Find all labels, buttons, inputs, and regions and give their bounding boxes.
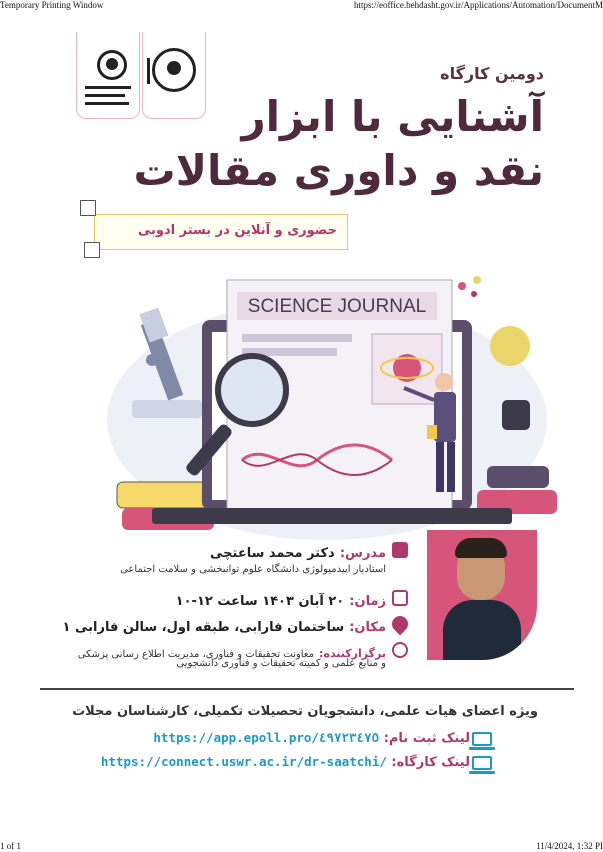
instructor-label: مدرس: bbox=[339, 546, 386, 561]
instructor-name: دکتر محمد ساعتچی bbox=[210, 546, 335, 561]
place-value: ساختمان فارابی، طبقه اول، سالن فارابی ۱ bbox=[62, 620, 345, 635]
instructor-photo bbox=[427, 530, 537, 660]
journal-banner: SCIENCE JOURNAL bbox=[247, 296, 427, 317]
workshop-label: لینک کارگاه: bbox=[391, 755, 470, 770]
poster bbox=[22, 14, 588, 840]
register-label: لینک ثبت نام: bbox=[383, 731, 470, 746]
audience-line: ویژه اعضای هیات علمی، دانشجویان تحصیلات تکمیلی، کارشناسان مجلات bbox=[72, 704, 538, 719]
laptop-icon bbox=[472, 756, 492, 770]
organizer-line2: و منابع علمی و کمیته تحقیقات و فناوری دانشجویی bbox=[176, 658, 386, 669]
workshop-link[interactable]: https://connect.uswr.ac.ir/dr-saatchi/ bbox=[100, 754, 387, 769]
subtitle: حضوری و آنلاین در بستر ادوبی bbox=[137, 223, 337, 238]
poster-title-line1: آشنایی با ابزار bbox=[241, 92, 544, 141]
instructor-title: استادیار اپیدمیولوژی دانشگاه علوم توانبخشی و سلامت اجتماعی bbox=[120, 564, 386, 575]
workshop-kicker: دومین کارگاه bbox=[440, 64, 544, 83]
register-link[interactable]: https://app.epoll.pro/٤٩٧٢٣٤٧٥ bbox=[153, 730, 380, 745]
organizer-line1: معاونت تحقیقات و فناوری، مدیریت اطلاع رسانی پزشکی bbox=[77, 649, 314, 660]
print-window-title: Temporary Printing Window bbox=[0, 0, 104, 10]
laptop-icon bbox=[472, 732, 492, 746]
print-timestamp: 11/4/2024, 1:32 PI bbox=[536, 841, 603, 851]
print-url: https://eoffice.behdasht.gov.ir/Applications/Automation/DocumentM bbox=[354, 0, 603, 10]
science-illustration bbox=[92, 250, 562, 550]
subtitle-box bbox=[94, 214, 348, 250]
time-value: ۲۰ آبان ۱۴۰۳ ساعت ۱۲-۱۰ bbox=[175, 594, 345, 609]
poster-title-line2: نقد و داوری مقالات bbox=[133, 146, 544, 195]
page-count: 1 of 1 bbox=[0, 841, 21, 851]
organizer-label: برگزارکننده: bbox=[319, 647, 386, 660]
time-label: زمان: bbox=[349, 594, 386, 609]
place-label: مکان: bbox=[349, 620, 386, 635]
location-icon bbox=[389, 613, 412, 636]
university-logo-left bbox=[76, 32, 140, 119]
calendar-icon bbox=[392, 590, 408, 606]
link-icon bbox=[392, 642, 408, 658]
university-logo-right bbox=[142, 32, 206, 119]
person-icon bbox=[392, 542, 408, 558]
divider bbox=[40, 688, 574, 690]
decor-square bbox=[80, 200, 96, 216]
